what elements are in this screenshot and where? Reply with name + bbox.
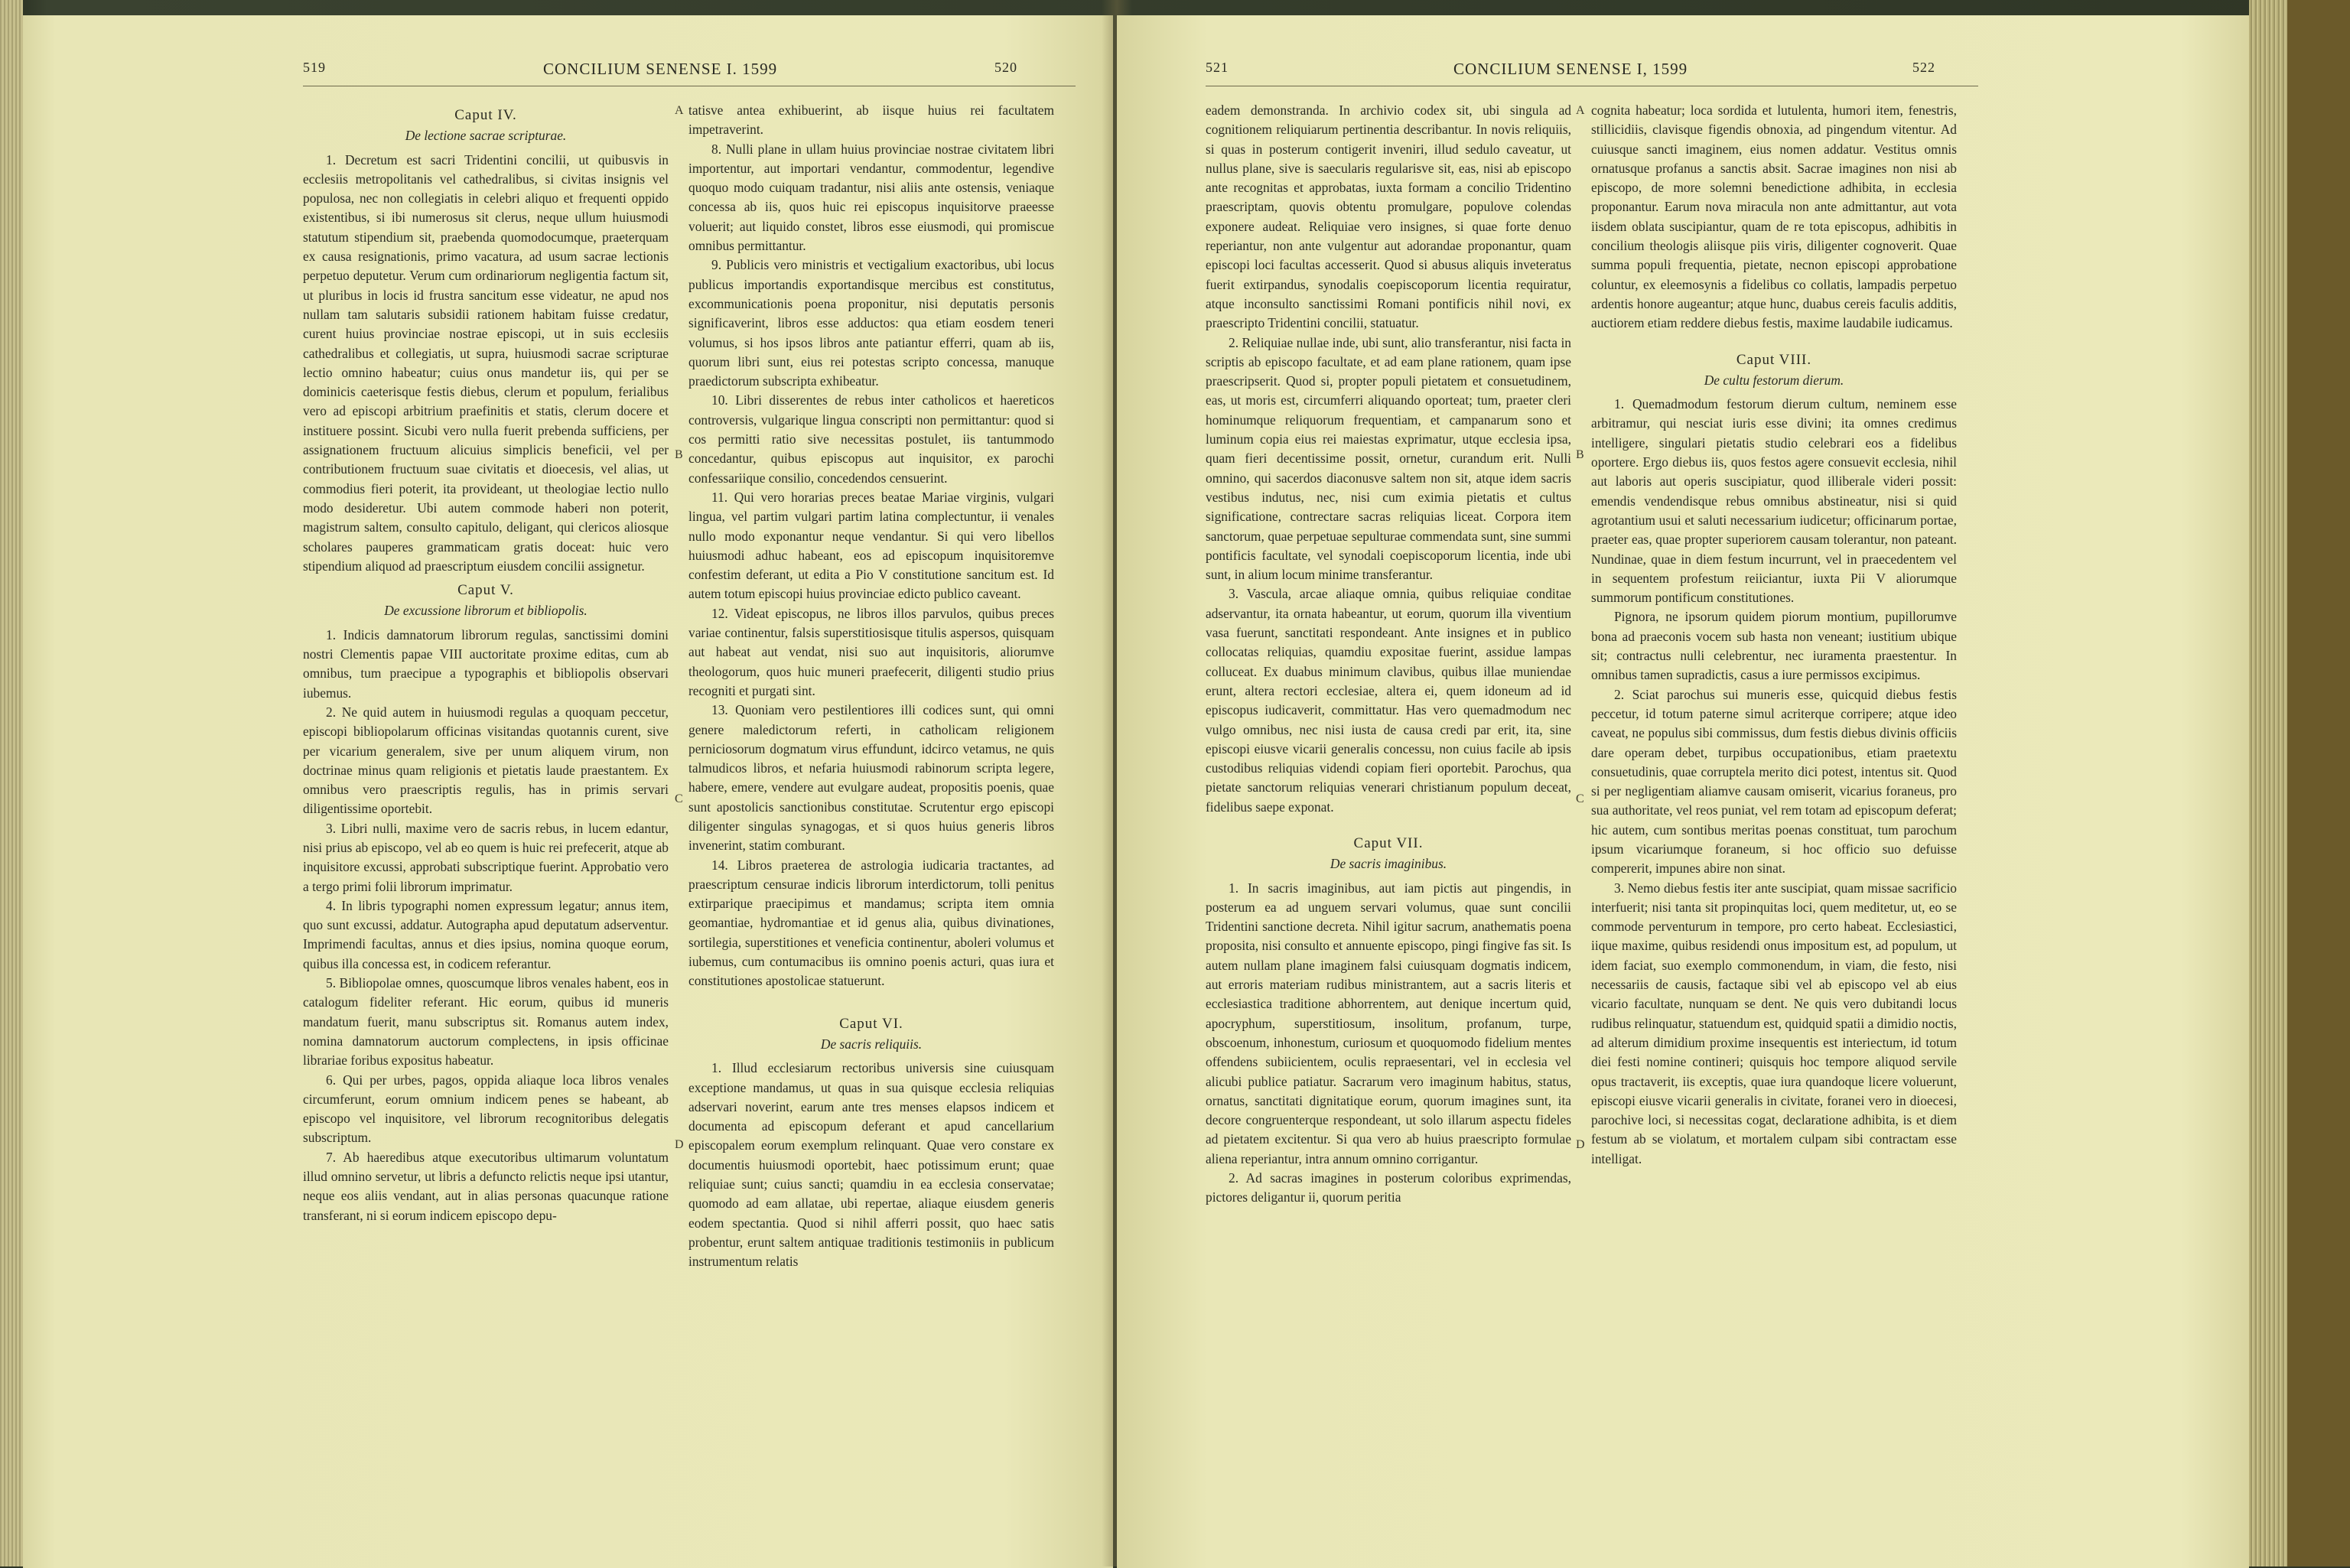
paragraph: 9. Publicis vero ministris et vectigalium exactoribus, ubi locus publicus importandis exportandisque mercibus est constitutus, excommunicationis poena proponitur, nisi deputatis personis significaverint, libros esse adductos: qua etiam eosdem teneri volumus, si hos ipsos libros ante patiantur efferri, quam ab iis, quorum libri sunt, eius rei potestas scripto concessa, manuque praedictorum subscripta exhibeatur. <box>688 257 1054 389</box>
page-number-521: 521 <box>1206 60 1229 75</box>
caput-heading: Caput VIII. <box>1736 351 1812 368</box>
paragraph: 3. Vascula, arcae aliaque omnia, quibus reliquiae conditae adservantur, ita ornata habeantur, ut eorum, quorum illa viventium vasa fuerunt, sanctitati respondeant. Ante insignes et in publico collocatas reliquias, quamdiu expositae fuerint, assidue lampas colluceat. Ex duabus minimum clavibus, quibus illae muniendae erunt, altera rectori ecclesiae, altera ei, quem idoneum ad id episcopus iudicaverit, committatur. Has vero quemadmodum nec vulgo omnibus, nec nisi iusta de causa credi par erit, ita, sine episcopi eiusve vicarii generalis concessu, non cuius facile ab ipsis custodibus reliquias videndi copiam fieri oportebit. Parochus, qua pietate sanctorum reliquias venerari christianum populum deceat, fidelibus saepe exponat. <box>1206 586 1571 815</box>
margin-letter: C <box>675 792 683 805</box>
caput-subtitle: De sacris reliquiis. <box>820 1036 923 1052</box>
margin-letter: B <box>675 448 683 461</box>
caput-heading: Caput IV. <box>454 107 517 123</box>
caput-heading: Caput VII. <box>1353 834 1424 851</box>
paragraph: 2. Ne quid autem in huiusmodi regulas a quoquam peccetur, episcopi bibliopolarum officinas visitandas quotannis curent, sive per vicarium generalem, sive per unum aliquem virum, non doctrinae minus quam religionis et pietatis laude praestantem. Ex omnibus vero praescriptis regulis, has in primis servari diligentissime oportebit. <box>303 704 669 817</box>
paragraph: Pignora, ne ipsorum quidem piorum montium, pupillorumve bona ad praeconis vocem sub hasta non veneant; iustitium ubique sit; contractus nulli celebrentur, nec iuramenta praestentur. In omnibus tamen supradictis, casus a iure permissos excipimus. <box>1591 609 1957 683</box>
page-number-519: 519 <box>303 60 326 75</box>
paragraph: cognita habeatur; loca sordida et lutulenta, humori item, fenestris, stillicidiis, clavisque figendis obnoxia, ad pingendum vitentur. Ad cuiusque sancti imaginem, eius nomen addatur. Vestitus omnis ornatusque profanus a sanctis absit. Sacrae imagines non nisi ab episcopo, de more solemni benedictione adhibita, in ecclesia proponantur. Earum nova miracula non ante admittantur, aut vota iisdem oblata suscipiantur, quam de re tota episcopus, adhibitis in concilium theologis aliisque piis viris, diligenter cognoverit. Quae summa populi frequentia, pietate, necnon episcopi approbatione coluntur, ex eleemosynis a fidelibus co collatis, lampadis perpetuo ardentis honore augeantur; atque hunc, duabus cereis faculis additis, auctiorem etiam reddere diebus festis, maxime laudabile iudicamus. <box>1591 102 1957 331</box>
book-cover-right <box>2287 0 2350 1566</box>
paragraph: 1. Quemadmodum festorum dierum cultum, neminem esse arbitramur, qui nesciat iuris esse divini; ita omnes credimus intelligere, singulari pietatis studio celebrari eos a fidelibus oportere. Ergo diebus iis, quos festos agere consuevit ecclesia, nihil aut laboris aut operis suscipiatur, quod illiberale videri possit: emendis vendendisque rebus omnibus abstineatur, nisi si quid agrotantium usui et saluti necessarium iudicetur; officinarum portae, praeter eas, quae propter superiorem causam tolerantur, non pateant. Nundinae, quae in diem festum incurrunt, vel in praecedentem vel in sequentem profestum reiiciantur, iuxta Pii V aliorumque summorum pontificum constitutiones. <box>1591 396 1957 606</box>
paragraph: 8. Nulli plane in ullam huius provinciae nostrae civitatem libri importentur, aut importari vendantur, commodentur, legendive quoquo modo cuiquam tradantur, nisi aliis ante ostensis, veniaque concessa ab iis, quos huic rei episcopus inquisitorve praeesse voluerit; aut liquido constet, libros esse eiusmodi, qui promiscue omnibus permittantur. <box>688 141 1054 254</box>
left-page <box>23 15 1113 1568</box>
column-2 <box>688 101 1054 1501</box>
paragraph: 7. Ab haeredibus atque executoribus ultimarum voluntatum illud omnino servetur, ut libris a defuncto relictis neque ipsi utantur, neque eos aliis vendant, aut in alias personas quacunque ratione transferant, ni si eorum indicem episcopo depu- <box>303 1149 669 1223</box>
paragraph: 13. Quoniam vero pestilentiores illi codices sunt, qui omni genere maledictorum referti, in catholicam religionem perniciosorum dogmatum virus effundunt, idcirco vetamus, ne quis talmudicos libros, et nefaria huiusmodi rabinorum scripta legere, habere, emere, vendere aut evulgare audeat, propositis poenis, quae sunt apostolicis sanctionibus constitutae. Scrutentur ergo episcopi diligenter singulas synagogas, et si quos huius generis libros invenerint, statim comburant. <box>688 702 1054 854</box>
margin-letter: B <box>1576 448 1584 461</box>
paragraph: 2. Ad sacras imagines in posterum coloribus exprimendas, pictores deligantur ii, quorum peritia <box>1206 1170 1571 1205</box>
caput-subtitle: De excussione librorum et bibliopolis. <box>384 603 588 619</box>
paragraph: 5. Bibliopolae omnes, quoscumque libros venales habent, eos in catalogum fideliter referant. Hic eorum, quibus id muneris mandatum fuerit, manu subscriptus sit. Romanus autem index, nomina damnatorum auctorum complectens, in ipsis officinae librariae foribus expositus habeatur. <box>303 975 669 1069</box>
paragraph: 12. Videat episcopus, ne libros illos parvulos, quibus preces variae continentur, falsis superstitiosisque titulis aspersos, quisquam aut habeat aut vendat, nisi suo aut inquisitoris, aliorumve theologorum, quos huic muneri praefecerit, diligenti studio prius recogniti et purgati sint. <box>688 605 1054 698</box>
caput-heading: Caput VI. <box>839 1015 903 1032</box>
paragraph: 1. In sacris imaginibus, aut iam pictis aut pingendis, in posterum ea ad unguem servari volumus, quae sunt concilii Tridentini sanctione decreta. Nihil igitur sacrum, anathematis poena proposita, nisi consulto et annuente episcopo, pingi fingive fas sit. Is autem nullam plane imaginem falsi cuiusquam dogmatis indicem, aut erroris materiam rudibus ministrantem, aut a sacris literis et ecclesiastica traditione abhorrentem, aut denique incertum quid, apocryphum, superstitiosum, insolitum, profanum, turpe, obscoenum, inhonestum, curiosum et quoquomodo fidelium mentes offendens subiicientem, oculis repraesentari, vel in ecclesia vel alicubi publice patiatur. Sacrarum vero imaginum habitus, status, ornatus, sanctitati dignitatique eorum, quorum imagines sunt, ita decore congruenterque respondeant, ut solo illarum aspectu fideles ad pietatem excitentur. Si qua vero ab huius praescripto formulae aliena reperiantur, intra annum omnino corrigantur. <box>1206 880 1571 1166</box>
margin-letter: D <box>675 1138 684 1151</box>
caput-heading: Caput V. <box>457 582 514 599</box>
paragraph: 14. Libros praeterea de astrologia iudicaria tractantes, ad praescriptum censurae indicis librorum interdictorum, tolli penitus extirparique praecipimus et mandamus; scripta item omnia geomantiae, hydromantiae et id genus alia, quibus divinationes, sortilegia, superstitiones et veneficia continentur, aboleri volumus et iubemus, cum contumacibus iis omnino poenis acturi, quas iura et constitutiones apostolicae statuerunt. <box>688 857 1054 989</box>
left-running-title: CONCILIUM SENENSE I. 1599 <box>543 60 778 78</box>
margin-letter: A <box>1576 104 1585 117</box>
paragraph: 11. Qui vero horarias preces beatae Mariae virginis, vulgari lingua, vel partim vulgari partim latina complectuntur, ii venales nullo modo exponantur neque vendantur. Si qui vero libellos huiusmodi adhuc habeant, eos ad episcopum inquisitoremve confestim deferant, ut edita a Pio V constitutione sancitum est. Id autem totum episcopi huius provinciae edicto publico caveant. <box>688 489 1054 602</box>
column-3 <box>1206 101 1571 1501</box>
right-page <box>1117 15 2249 1568</box>
paragraph: 1. Indicis damnatorum librorum regulas, sanctissimi domini nostri Clementis papae VIII auctoritate proxime editas, cum ab omnibus, tum praecipue a typographis et bibliopolis observari iubemus. <box>303 626 669 701</box>
margin-letter: D <box>1576 1138 1585 1151</box>
column-1 <box>303 101 669 1501</box>
paragraph: 6. Qui per urbes, pagos, oppida aliaque loca libros venales circumferunt, eorum omnium indicem penes se habeant, ab episcopo vel inquisitore, vel librorum recognitoribus delegatis subscriptum. <box>303 1072 669 1146</box>
paragraph: 10. Libri disserentes de rebus inter catholicos et haereticos controversis, vulgarique lingua conscripti non permittantur: quod si cos permitti ratio sive necessitas postulet, iis tantummodo concedantur, quibus episcopus aut inquisitor, ex parochi confessariique consilio, concedendos censuerint. <box>688 392 1054 486</box>
paragraph: eadem demonstranda. In archivio codex sit, ubi singula ad cognitionem reliquiarum pertinentia describantur. In novis reliquiis, si quas in posterum contigerit inveniri, illud sedulo caveatur, ut nullus plane, sive is saecularis regularisve sit, eas, nisi ab episcopo ante recognitas et approbatas, iuxta formam a concilio Tridentino praescriptam, quovis obtentu promulgare, populove colendas exponere audeat. Reliquiae vero insignes, si quae forte denuo reperiantur, non ante vulgentur aut adorandae proponantur, quam episcopi loci facultas accesserit. Quod si abusus aliquis inveteratus fuerit extirpandus, synodalis coepiscoporum licentia requiratur, atque inconsulto sanctissimi Romani pontificis nihil novi, ex praescripto Tridentini concilii, statuatur. <box>1206 102 1571 331</box>
book-edge-left <box>0 0 23 1566</box>
paragraph: tatisve antea exhibuerint, ab iisque huius rei facultatem impetraverint. <box>688 102 1054 138</box>
paragraph: 1. Decretum est sacri Tridentini concilii, ut quibusvis in ecclesiis metropolitanis vel cathedralibus, si civitas insignis vel populosa, nec non collegiatis in celebri aliquo et frequenti oppido existentibus, si ibi numerosus sit clerus, neque ullum huiusmodi statutum stipendium sit, praebenda quomodocumque, praeterquam ex causa resignationis, primo vacatura, ad usum sacrae lectionis perpetuo deputetur. Verum cum ordinariorum negligentia factum sit, ut pluribus in locis id frustra sancitum esse videatur, ne apud nos nullam tam salutaris subsidii rationem habitam fuisse credatur, curent huius provinciae nostrae episcopi, ut in suis ecclesiis cathedralibus et collegiatis, ut supra, huiusmodi sacrae scripturae lectio omnino habeatur; cuius onus mandetur iis, qui per se dominicis caeterisque festis diebus, clerum et populum, ferialibus vero ad episcopi arbitrium praefinitis et statis, clerum docere et instituere possint. Sicubi vero nulla fuerit prebenda sufficiens, per assignationem fructuum alicuius simplicis beneficii, vel per contributionem fructuum suae civitatis et dioecesis, vel alias, ut commodius fieri poterit, ita provideant, ut theologiae lectio nullo modo desideretur. Ubi autem commode haberi non poterit, magistrum saltem, consulto capitulo, deligant, qui clericos aliosque scholares pauperes grammaticam gratis doceat: huic vero stipendium aliquod ad praescriptum eiusdem concilii assignetur. <box>303 151 669 574</box>
caput-subtitle: De sacris imaginibus. <box>1330 856 1447 872</box>
paragraph: 3. Libri nulli, maxime vero de sacris rebus, in lucem edantur, nisi prius ab episcopo, vel ab eo quem is huic rei prefecerit, atque ab inquisitore excussi, approbati subscriptique fuerint. Approbatio vero a tergo primi folii librorum imprimatur. <box>303 820 669 894</box>
column-4 <box>1591 101 1957 1501</box>
paragraph: 2. Reliquiae nullae inde, ubi sunt, alio transferantur, nisi facta in scriptis ab episcopo facultate, et ad eam plane rationem, quam ipse praescripserit. Quod si, propter populi pietatem et consuetudinem, eas, ut moris est, circumferri aliquando oporteat; tum, praeter cleri hominumque reliquorum frequentiam, et campanarum sono et luminum copia eius rei maiestas exprimatur, utque ecclesia ipsa, quam fieri decentissime possit, ornetur, curandum erit. Nulli omnino, qui sacerdos diaconusve saltem non sit, atque idem sacris vestibus indutus, nec, nisi cum eximia pietatis et cultus significatione, contrectare sacras reliquias liceat. Corpora item sanctorum, quae perpetuae sepulturae commendata sunt, sine summi pontificis facultate, vel synodali coepiscoporum licentia, inde ubi sunt, in alium locum minime transferantur. <box>1206 334 1571 583</box>
margin-letter: A <box>675 104 684 117</box>
page-number-520: 520 <box>994 60 1017 75</box>
paragraph: 4. In libris typographi nomen expressum legatur; annus item, quo sunt excussi, addatur. Autographa apud deputatum adserventur. Imprimendi facultas, annus et dies ipsius, nomina quoque eorum, quibus illa concessa est, in codicem referantur. <box>303 897 669 971</box>
paragraph: 3. Nemo diebus festis iter ante suscipiat, quam missae sacrificio interfuerit; nisi tanta sit propinquitas loci, quem meditetur, ut, eo se commode perventurum in tempore, pro certo habeat. Ecclesiastici, iique maxime, quibus residendi onus impositum est, ad populum, ut idem faciat, suo exemplo commonendum, in viam, die festo, nisi necessariis de causis, factaque sibi vel ab episcopo vel ab eius vicario facultate, nunquam se dent. Ne quis vero dubitandi locus rudibus relinquatur, statuendum est, quidquid spatii a dimidio noctis, ad alterum dimidium proxime insequentis est interiectum, id totum diei festi nomine contineri; quisquis hoc tempore aliquod servile opus tractaverit, iis exceptis, quae iura quandoque licere voluerunt, episcopi eiusve vicarii generalis in civitate, foranei vero in dioecesi, parochive loci, si necessitas cogat, declaratione adhibita, is et diem festum ab se violatum, et mortalem culpam sibi contractam esse intelligat. <box>1591 880 1957 1166</box>
caput-subtitle: De lectione sacrae scripturae. <box>405 128 567 144</box>
page-number-522: 522 <box>1912 60 1935 75</box>
caput-subtitle: De cultu festorum dierum. <box>1704 372 1844 388</box>
paragraph: 2. Sciat parochus sui muneris esse, quicquid diebus festis peccetur, id totum paterne simul acriterque corripere; atque ideo caveat, ne populus sibi commissus, dum festis diebus divinis officiis dare operam debet, turpibus occupationibus, etiam praetextu consuetudinis, quae corruptela merito dici potest, intentus sit. Quod si per negligentiam aliamve causam omiserit, vicarius foraneus, pro sua authoritate, vel reos puniat, vel rem totam ad episcopum deferat; hic autem, cum sontibus meritas poenas constituat, tum parochum ipsum vicariumque foraneum, si hoc officio suo defuisse compererit, impunes abire non sinat. <box>1591 686 1957 877</box>
paragraph: 1. Illud ecclesiarum rectoribus universis sine cuiusquam exceptione mandamus, ut quas in sua quisque ecclesia reliquias adservari noverint, earum ante tres menses elapsos indicem et documenta ad episcopum deferant et apud cancellarium episcopalem eorum exemplum relinquant. Quae vero constare ex documentis huiusmodi oportebit, haec potissimum erunt; quae reliquiae sunt; cuius sancti; quamdiu in ea ecclesia conservatae; quomodo ad eam allatae, ubi repertae, aliaque eiusdem generis eodem spectantia. Quod si nihil afferri possit, quo haec satis probentur, erunt saltem antiquae traditionis testimoniis in publicum instrumentum relatis <box>688 1060 1054 1270</box>
right-running-title: CONCILIUM SENENSE I, 1599 <box>1453 60 1688 78</box>
margin-letter: C <box>1576 792 1584 805</box>
